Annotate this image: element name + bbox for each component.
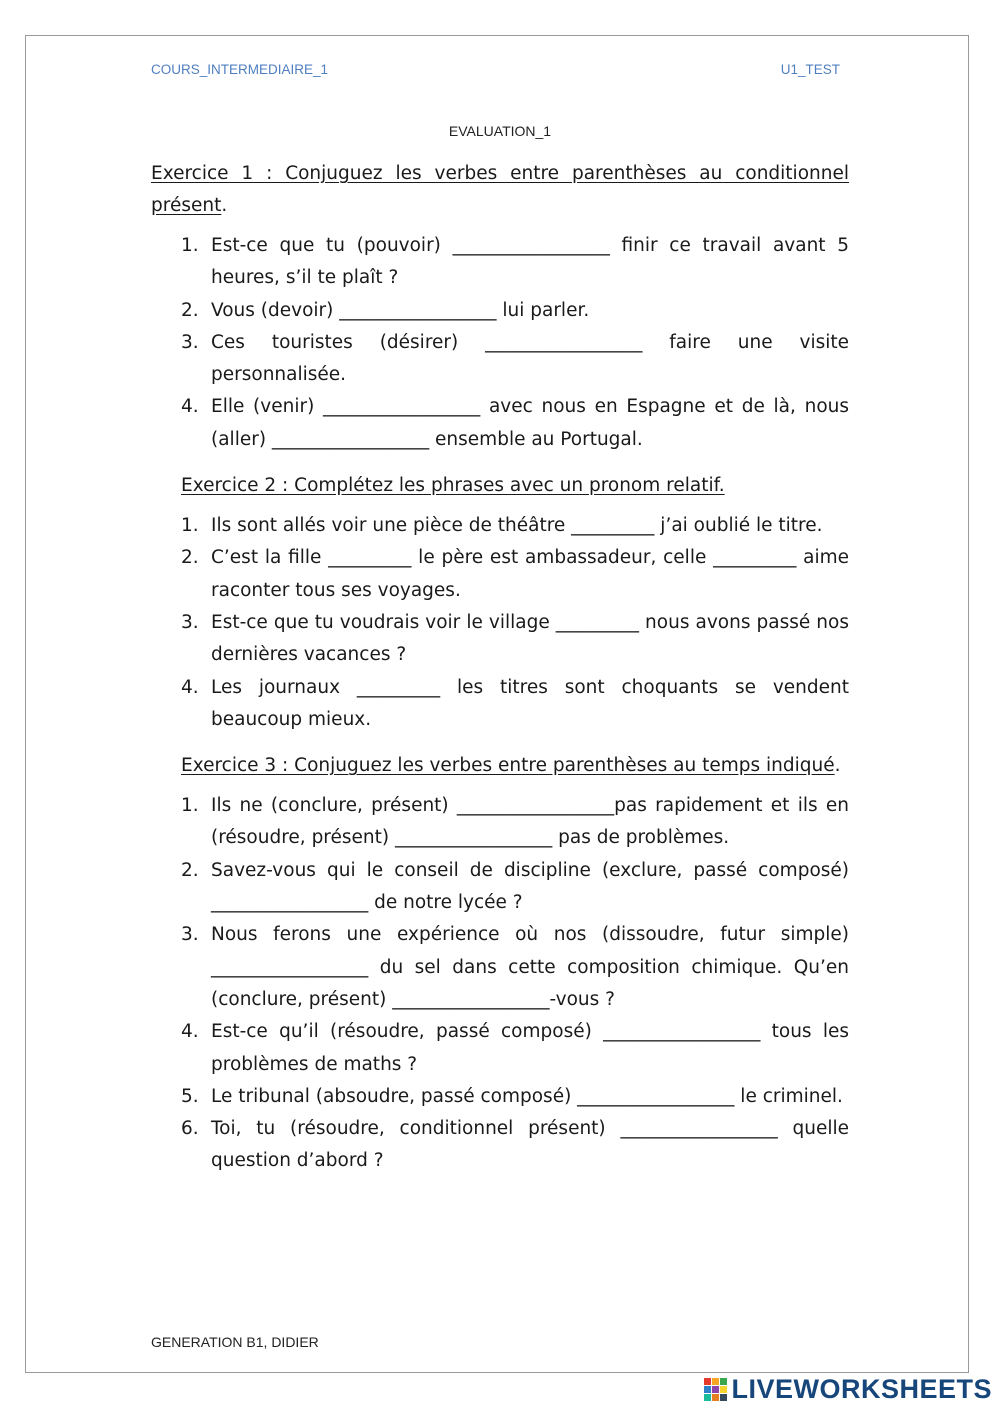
exercise2-item-2: C’est la fille _________ le père est ambassadeur, celle _________ aime raconter tous ses voyages.: [211, 547, 849, 601]
exercise2-title: Exercice 2 : Complétez les phrases avec un pronom relatif.: [181, 475, 725, 497]
list-item: 4. Est-ce qu’il (résoudre, passé composé) _________________ tous les problèmes de maths ?: [151, 1016, 849, 1081]
exercise2-item-4: Les journaux _________ les titres sont choquants se vendent beaucoup mieux.: [211, 676, 849, 730]
list-item: 3. Ces touristes (désirer) _________________ faire une visite personnalisée.: [151, 327, 849, 392]
exercise3-item-5: Le tribunal (absoudre, passé composé) _________________ le criminel.: [211, 1085, 843, 1107]
exercise3-item-6: Toi, tu (résoudre, conditionnel présent) _________________ quelle question d’abord ?: [211, 1118, 849, 1172]
list-item: 2. Vous (devoir) _________________ lui parler.: [151, 295, 849, 327]
exercise3-item-1: Ils ne (conclure, présent) _________________pas rapidement et ils en (résoudre, présent) _________________ pas de problèmes.: [211, 795, 849, 849]
logo-square: [720, 1378, 727, 1385]
list-item: 4. Les journaux _________ les titres sont choquants se vendent beaucoup mieux.: [151, 672, 849, 737]
footer-source: GENERATION B1, DIDIER: [151, 1334, 319, 1350]
logo-grid-icon: [704, 1378, 727, 1401]
worksheet-content: [151, 158, 849, 1178]
list-item: 1. Ils sont allés voir une pièce de théâtre _________ j’ai oublié le titre.: [151, 510, 849, 542]
logo-square: [704, 1386, 711, 1393]
exercise1-title: Exercice 1 : Conjuguez les verbes entre parenthèses au conditionnel présent.: [151, 163, 849, 216]
logo-square: [712, 1378, 719, 1385]
exercise1-item-1: Est-ce que tu (pouvoir) _________________ finir ce travail avant 5 heures, s’il te plaît ?: [211, 235, 849, 289]
logo-square: [704, 1378, 711, 1385]
list-item: 1. Ils ne (conclure, présent) _________________pas rapidement et ils en (résoudre, présent) _________________ pas de problèmes.: [151, 790, 849, 855]
list-item: 3. Est-ce que tu voudrais voir le village _________ nous avons passé nos dernières vacances ?: [151, 607, 849, 672]
header-course: COURS_INTERMEDIAIRE_1: [151, 62, 329, 77]
page-title: EVALUATION_1: [448, 123, 552, 139]
exercise2-list: [151, 510, 849, 736]
list-item: 5. Le tribunal (absoudre, passé composé) _________________ le criminel.: [151, 1081, 849, 1113]
header-test: U1_TEST: [780, 62, 840, 77]
liveworksheets-logo[interactable]: [704, 1374, 992, 1405]
exercise3-item-2: Savez-vous qui le conseil de discipline (exclure, passé composé) _________________ de notre lycée ?: [211, 859, 849, 914]
exercise1-item-2: Vous (devoir) _________________ lui parler.: [211, 299, 590, 321]
exercise2-item-1: Ils sont allés voir une pièce de théâtre _________ j’ai oublié le titre.: [211, 515, 823, 537]
exercise3-item-3: Nous ferons une expérience où nos (dissoudre, futur simple) _________________ du sel dans cette composition chimique. Qu’en (conclure, présent) _________________-vous ?: [211, 924, 849, 1010]
list-item: 6. Toi, tu (résoudre, conditionnel présent) _________________ quelle question d’abord ?: [151, 1113, 849, 1178]
logo-square: [720, 1394, 727, 1401]
logo-text: LIVEWORKSHEETS: [731, 1374, 992, 1404]
list-item: 3. Nous ferons une expérience où nos (dissoudre, futur simple) _________________ du sel dans cette composition chimique. Qu’en (conclure, présent) _________________-vous ?: [151, 919, 849, 1016]
list-item: 2. Savez-vous qui le conseil de discipline (exclure, passé composé) _________________ de notre lycée ?: [151, 855, 849, 920]
logo-square: [720, 1386, 727, 1393]
list-item: 1. Est-ce que tu (pouvoir) _________________ finir ce travail avant 5 heures, s’il te plaît ?: [151, 230, 849, 295]
exercise1-item-3: Ces touristes (désirer) _________________ faire une visite personnalisée.: [211, 331, 849, 386]
exercise1-item-4: Elle (venir) _________________ avec nous en Espagne et de là, nous (aller) _________________ ensemble au Portugal.: [211, 396, 849, 450]
exercise3-item-4: Est-ce qu’il (résoudre, passé composé) _________________ tous les problèmes de maths ?: [211, 1021, 849, 1075]
exercise3-list: [151, 790, 849, 1178]
exercise1-list: [151, 230, 849, 456]
logo-square: [712, 1394, 719, 1401]
logo-square: [712, 1386, 719, 1393]
list-item: 2. C’est la fille _________ le père est ambassadeur, celle _________ aime raconter tous ses voyages.: [151, 542, 849, 607]
list-item: 4. Elle (venir) _________________ avec nous en Espagne et de là, nous (aller) _________________ ensemble au Portugal.: [151, 391, 849, 456]
exercise2-item-3: Est-ce que tu voudrais voir le village _________ nous avons passé nos dernières vacances ?: [211, 611, 849, 666]
logo-square: [704, 1394, 711, 1401]
exercise3-title: Exercice 3 : Conjuguez les verbes entre parenthèses au temps indiqué.: [181, 755, 841, 777]
